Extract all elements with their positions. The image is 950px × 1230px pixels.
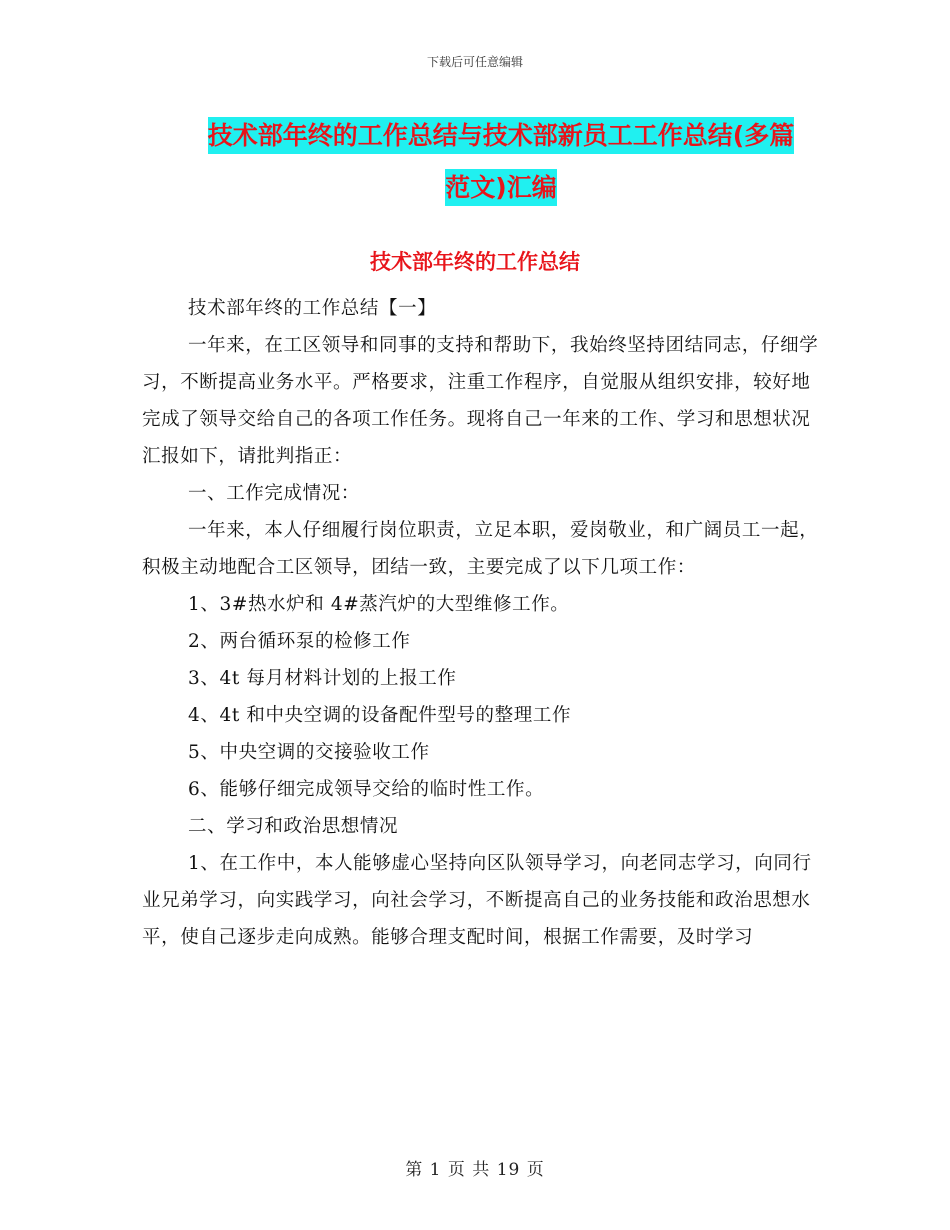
section-title: 技术部年终的工作总结 — [370, 250, 580, 274]
title-line-1: 技术部年终的工作总结与技术部新员工工作总结(多篇 — [208, 117, 794, 154]
header-note: 下载后可任意编辑 — [426, 55, 523, 69]
paragraph: 一年来，本人仔细履行岗位职责，立足本职，爱岗敬业，和广阔员工一起，积极主动地配合工区领导，团结一致，主要完成了以下几项工作： — [142, 520, 819, 578]
paragraph: 一年来，在工区领导和同事的支持和帮助下，我始终坚持团结同志，仔细学习，不断提高业务水平。严格要求，注重工作程序，自觉服从组织安排，较好地完成了领导交给自己的各项工作任务。现将自己一年来的工作、学习和思想状况汇报如下，请批判指正： — [142, 335, 819, 467]
page-number: 第 1 页 共 19 页 — [405, 1160, 545, 1180]
document-body — [142, 290, 822, 956]
list-item: 4、4t 和中央空调的设备配件型号的整理工作 — [188, 705, 572, 726]
list-item: 2、两台循环泵的检修工作 — [188, 631, 411, 652]
paragraph: 1、在工作中，本人能够虚心坚持向区队领导学习，向老同志学习，向同行业兄弟学习，向实践学习，向社会学习，不断提高自己的业务技能和政治思想水平，使自己逐步走向成熟。能够合理支配时间，根据工作需要，及时学习 — [142, 853, 812, 948]
document-title — [186, 110, 816, 214]
paragraph-subheading: 技术部年终的工作总结【一】 — [188, 298, 437, 319]
list-item: 3、4t 每月材料计划的上报工作 — [188, 668, 457, 689]
title-line-2: 范文)汇编 — [445, 169, 556, 206]
list-item: 5、中央空调的交接验收工作 — [188, 742, 430, 763]
list-item: 1、3#热水炉和 4#蒸汽炉的大型维修工作。 — [188, 594, 570, 615]
paragraph-heading: 一、工作完成情况： — [188, 483, 360, 504]
paragraph-heading: 二、学习和政治思想情况 — [188, 816, 399, 837]
list-item: 6、能够仔细完成领导交给的临时性工作。 — [188, 779, 545, 800]
